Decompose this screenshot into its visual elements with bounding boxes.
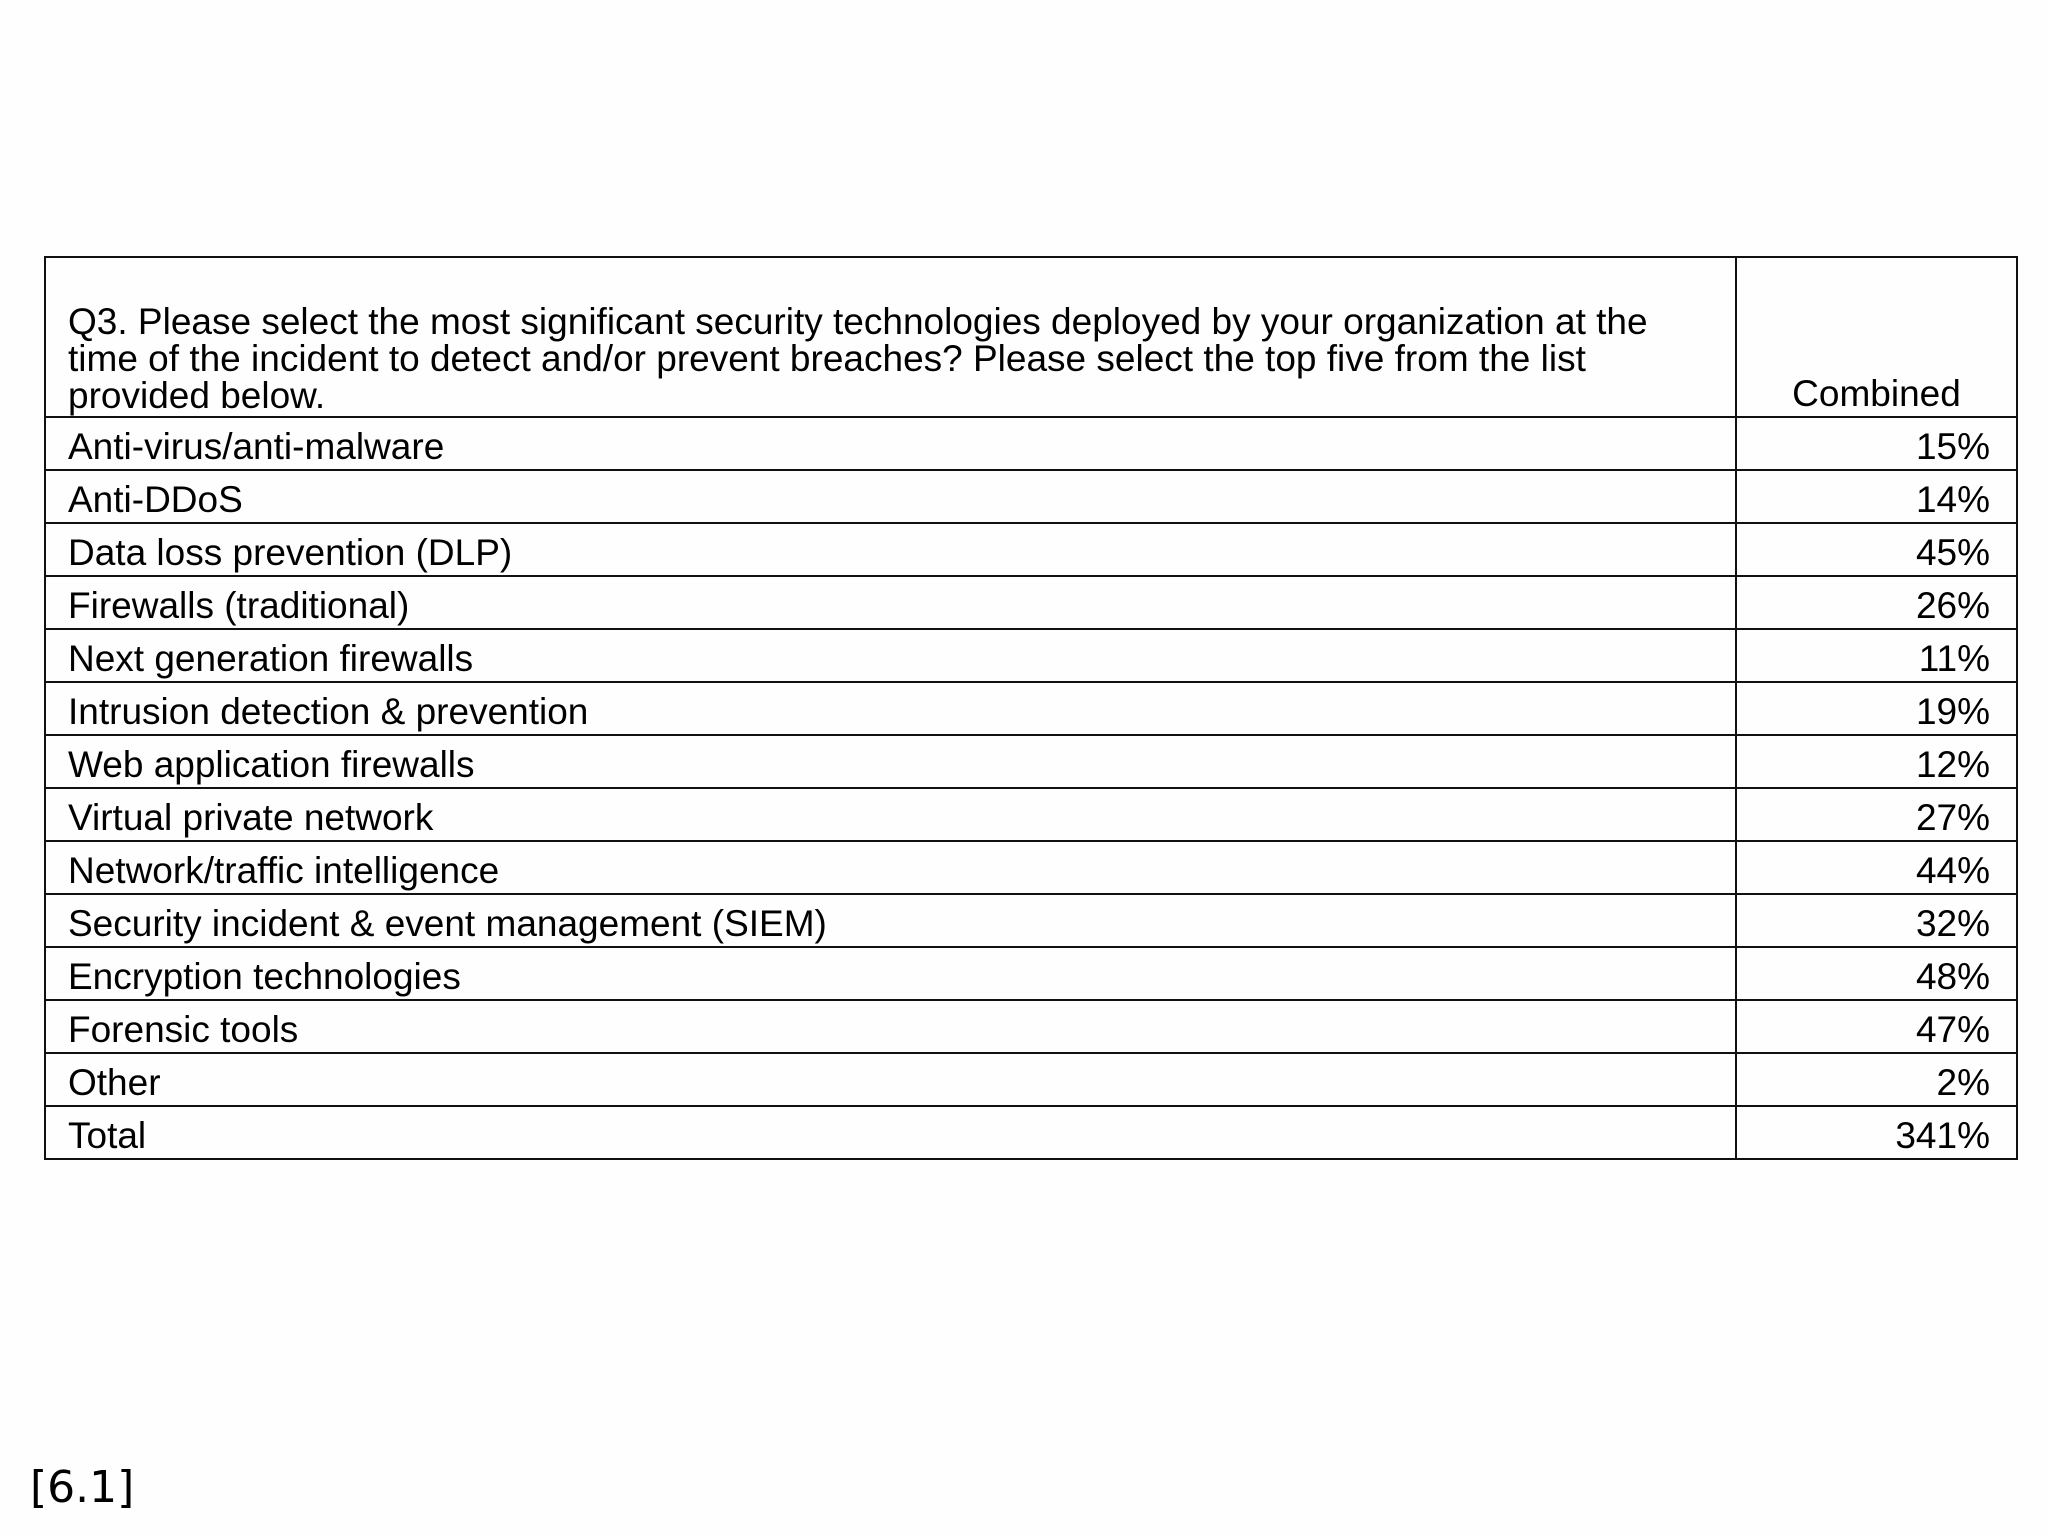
row-value: 19% [1736,682,2017,735]
survey-results-table [44,256,2018,1160]
row-label: Other [45,1053,1736,1106]
row-value: 15% [1736,417,2017,470]
table-row [45,788,2017,841]
row-label: Virtual private network [45,788,1736,841]
row-label: Anti-virus/anti-malware [45,417,1736,470]
row-label: Intrusion detection & prevention [45,682,1736,735]
row-label: Web application firewalls [45,735,1736,788]
row-label: Encryption technologies [45,947,1736,1000]
row-label: Firewalls (traditional) [45,576,1736,629]
table-body [45,257,2017,1159]
reference-footnote: [6.1] [30,1462,135,1513]
row-label: Forensic tools [45,1000,1736,1053]
table-row [45,894,2017,947]
row-label: Network/traffic intelligence [45,841,1736,894]
row-value: 11% [1736,629,2017,682]
row-value: 48% [1736,947,2017,1000]
table-row [45,841,2017,894]
table-row [45,1000,2017,1053]
row-value: 27% [1736,788,2017,841]
row-label: Anti-DDoS [45,470,1736,523]
table-row [45,1053,2017,1106]
column-header-combined: Combined [1736,257,2017,417]
row-label: Security incident & event management (SIEM) [45,894,1736,947]
table-row [45,576,2017,629]
row-value: 45% [1736,523,2017,576]
total-value: 341% [1736,1106,2017,1159]
table-row [45,947,2017,1000]
row-value: 32% [1736,894,2017,947]
table-row [45,629,2017,682]
row-value: 12% [1736,735,2017,788]
table-total-row [45,1106,2017,1159]
table-row [45,470,2017,523]
row-label: Next generation firewalls [45,629,1736,682]
total-label: Total [45,1106,1736,1159]
row-value: 14% [1736,470,2017,523]
table-header-row [45,257,2017,417]
row-value: 26% [1736,576,2017,629]
table-row [45,523,2017,576]
row-value: 47% [1736,1000,2017,1053]
row-value: 44% [1736,841,2017,894]
table-row [45,735,2017,788]
row-value: 2% [1736,1053,2017,1106]
row-label: Data loss prevention (DLP) [45,523,1736,576]
table-row [45,417,2017,470]
survey-question: Q3. Please select the most significant security technologies deployed by your organization at the time of the incident to detect and/or prevent breaches? Please select the top five from the list provided below. [45,257,1736,417]
table-row [45,682,2017,735]
